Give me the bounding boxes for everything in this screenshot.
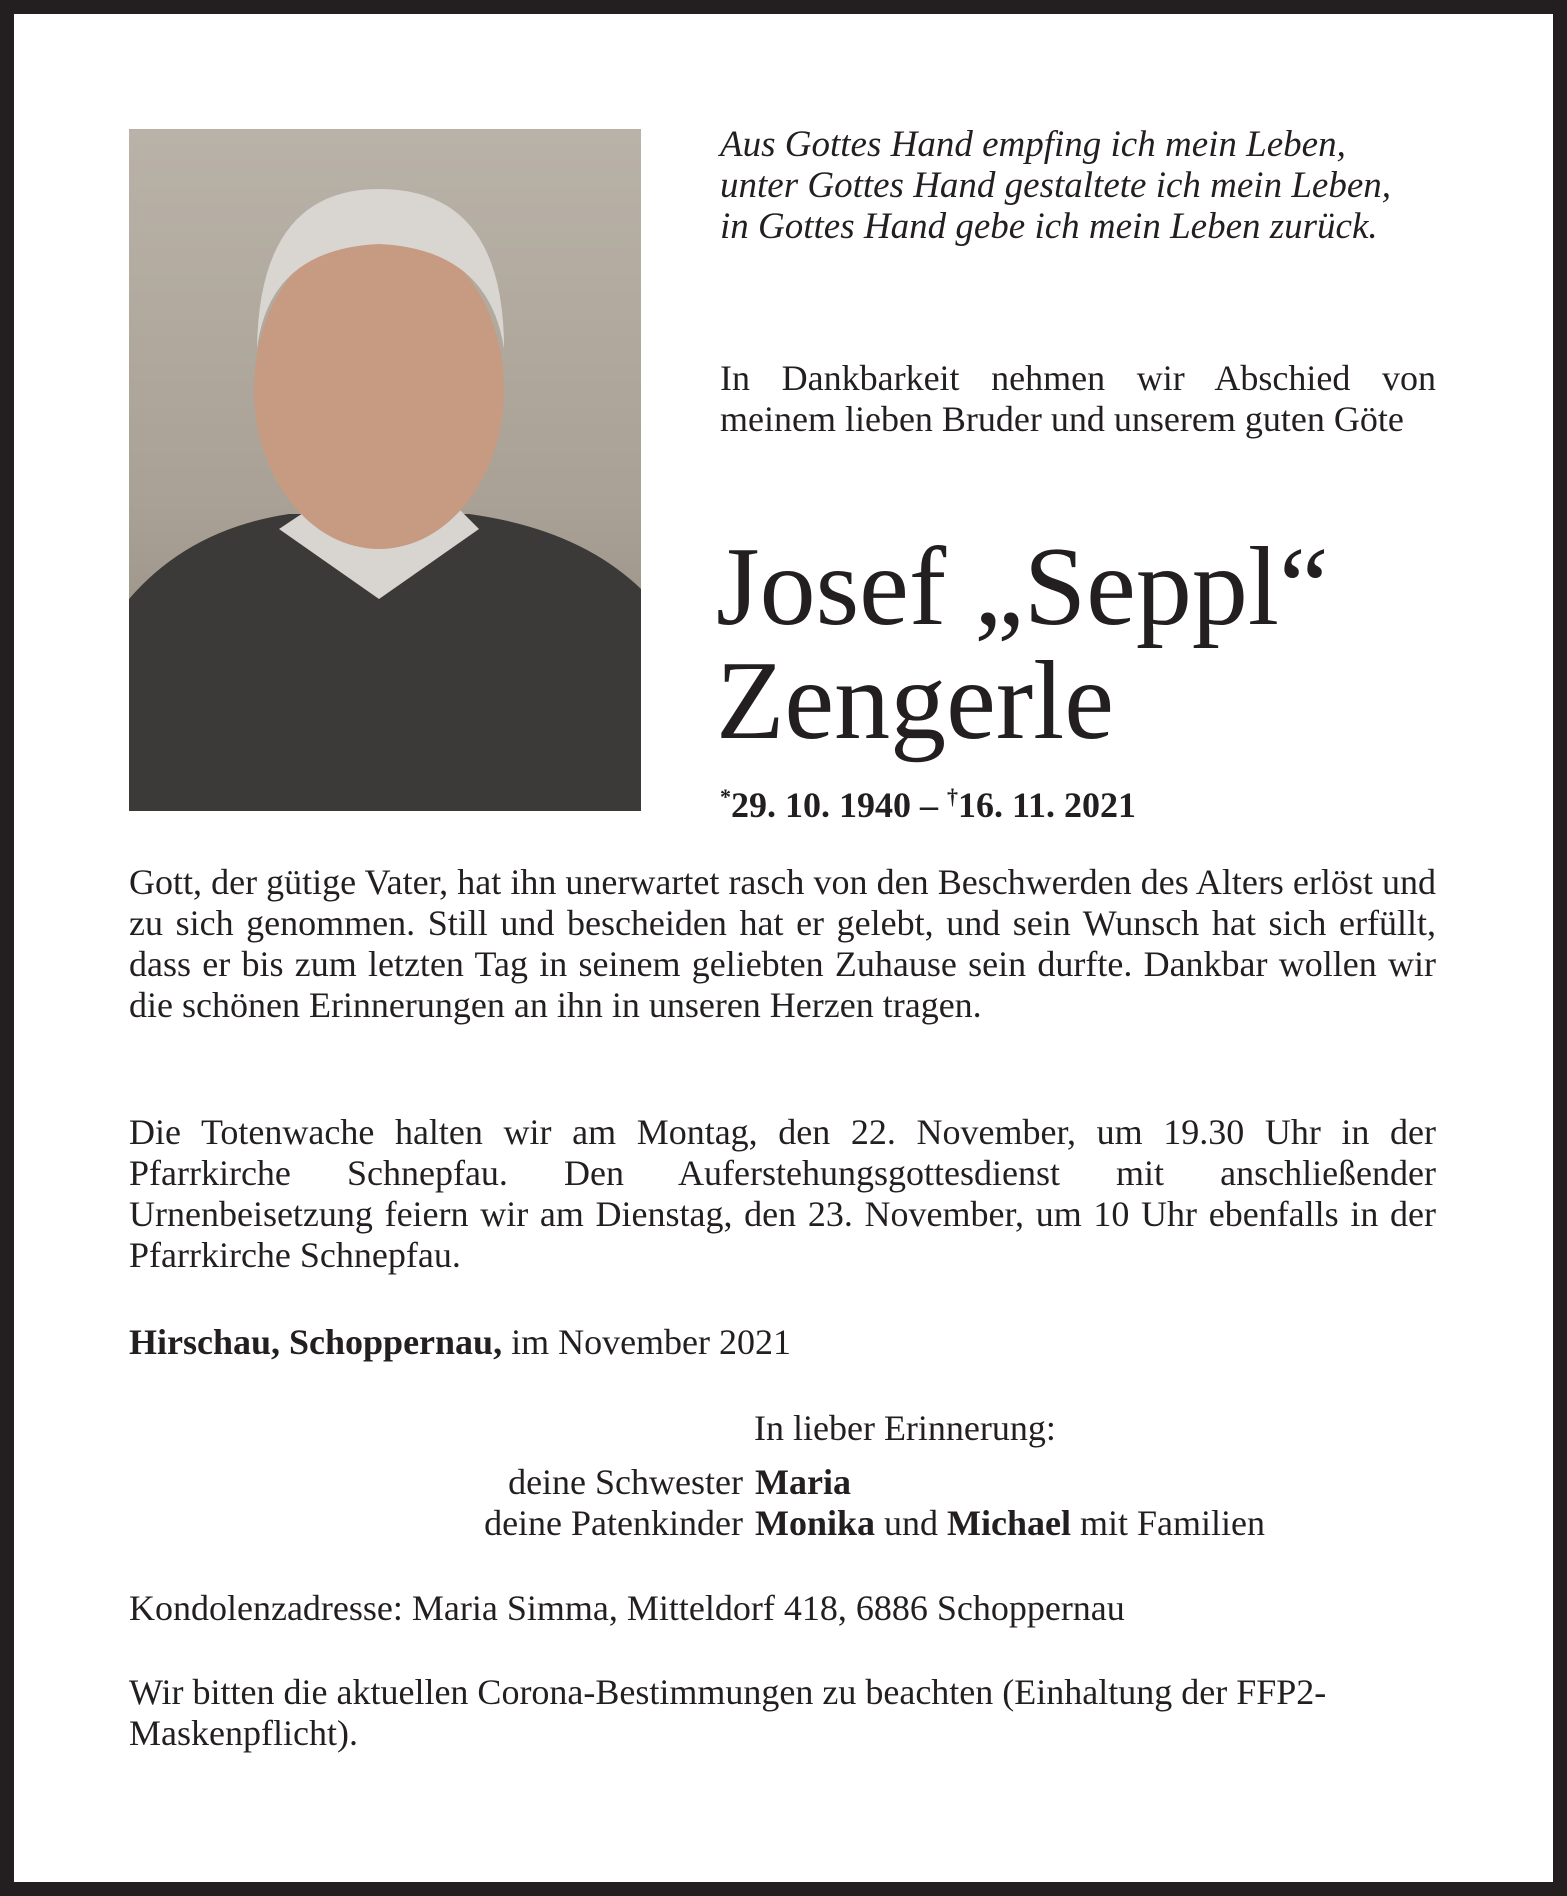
corona-notice: Wir bitten die aktuellen Corona-Bestimmungen zu beachten (Einhaltung der FFP2-Maskenpflicht). <box>129 1672 1327 1753</box>
mourner-suffix: mit Familien <box>1071 1503 1265 1543</box>
paragraph-tribute: Gott, der gütige Vater, hat ihn unerwartet rasch von den Beschwerden des Alters erlöst und zu sich genommen. Still und bescheiden hat er gelebt, und sein Wunsch hat sich erfüllt, dass er bis zum letzten Tag in seinem geliebten Zuhause sein durfte. Dankbar wollen wir die schönen Erinnerungen an ihn in unseren Herzen tragen. <box>129 862 1436 1025</box>
memory-heading: In lieber Erinnerung: <box>754 1408 1056 1448</box>
death-symbol: † <box>947 784 958 809</box>
verse-line: Aus Gottes Hand empfing ich mein Leben, <box>720 124 1346 165</box>
mourner-label: deine Schwester <box>508 1462 743 1502</box>
death-date: 16. 11. 2021 <box>958 785 1137 825</box>
place: Hirschau, Schoppernau, <box>129 1322 503 1362</box>
month-year: im November 2021 <box>502 1322 792 1362</box>
mourner-name: Michael <box>947 1503 1071 1543</box>
name-line-1: Josef „Seppl“ <box>716 525 1329 649</box>
life-dates <box>720 776 1136 826</box>
date-separator: – <box>911 785 947 825</box>
mourners <box>300 1462 1265 1544</box>
mourner-row <box>300 1503 1265 1544</box>
place-date <box>129 1322 791 1363</box>
intro-text: In Dankbarkeit nehmen wir Abschied von meinem lieben Bruder und unserem guten Göte <box>720 358 1436 439</box>
portrait-person-icon <box>129 129 641 811</box>
deceased-name <box>716 525 1329 763</box>
verse <box>720 124 1391 247</box>
portrait-photo <box>129 129 641 811</box>
conjunction: und <box>875 1503 948 1543</box>
name-line-2: Zengerle <box>716 639 1114 763</box>
condolence-address: Kondolenzadresse: Maria Simma, Mitteldorf 418, 6886 Schoppernau <box>129 1588 1125 1628</box>
verse-line: unter Gottes Hand gestaltete ich mein Leben, <box>720 165 1392 206</box>
mourner-row <box>300 1462 1265 1503</box>
birth-symbol: * <box>720 784 731 809</box>
mourner-label: deine Patenkinder <box>484 1503 743 1543</box>
verse-line: in Gottes Hand gebe ich mein Leben zurück. <box>720 206 1378 247</box>
birth-date: 29. 10. 1940 <box>731 785 911 825</box>
paragraph-services: Die Totenwache halten wir am Montag, den 22. November, um 19.30 Uhr in der Pfarrkirche Schnepfau. Den Auferstehungsgottesdienst mit anschließender Urnenbeisetzung feiern wir am Dienstag, den 23. November, um 10 Uhr ebenfalls in der Pfarrkirche Schnepfau. <box>129 1112 1436 1275</box>
mourner-name: Monika <box>755 1503 876 1543</box>
mourner-name: Maria <box>755 1462 851 1502</box>
